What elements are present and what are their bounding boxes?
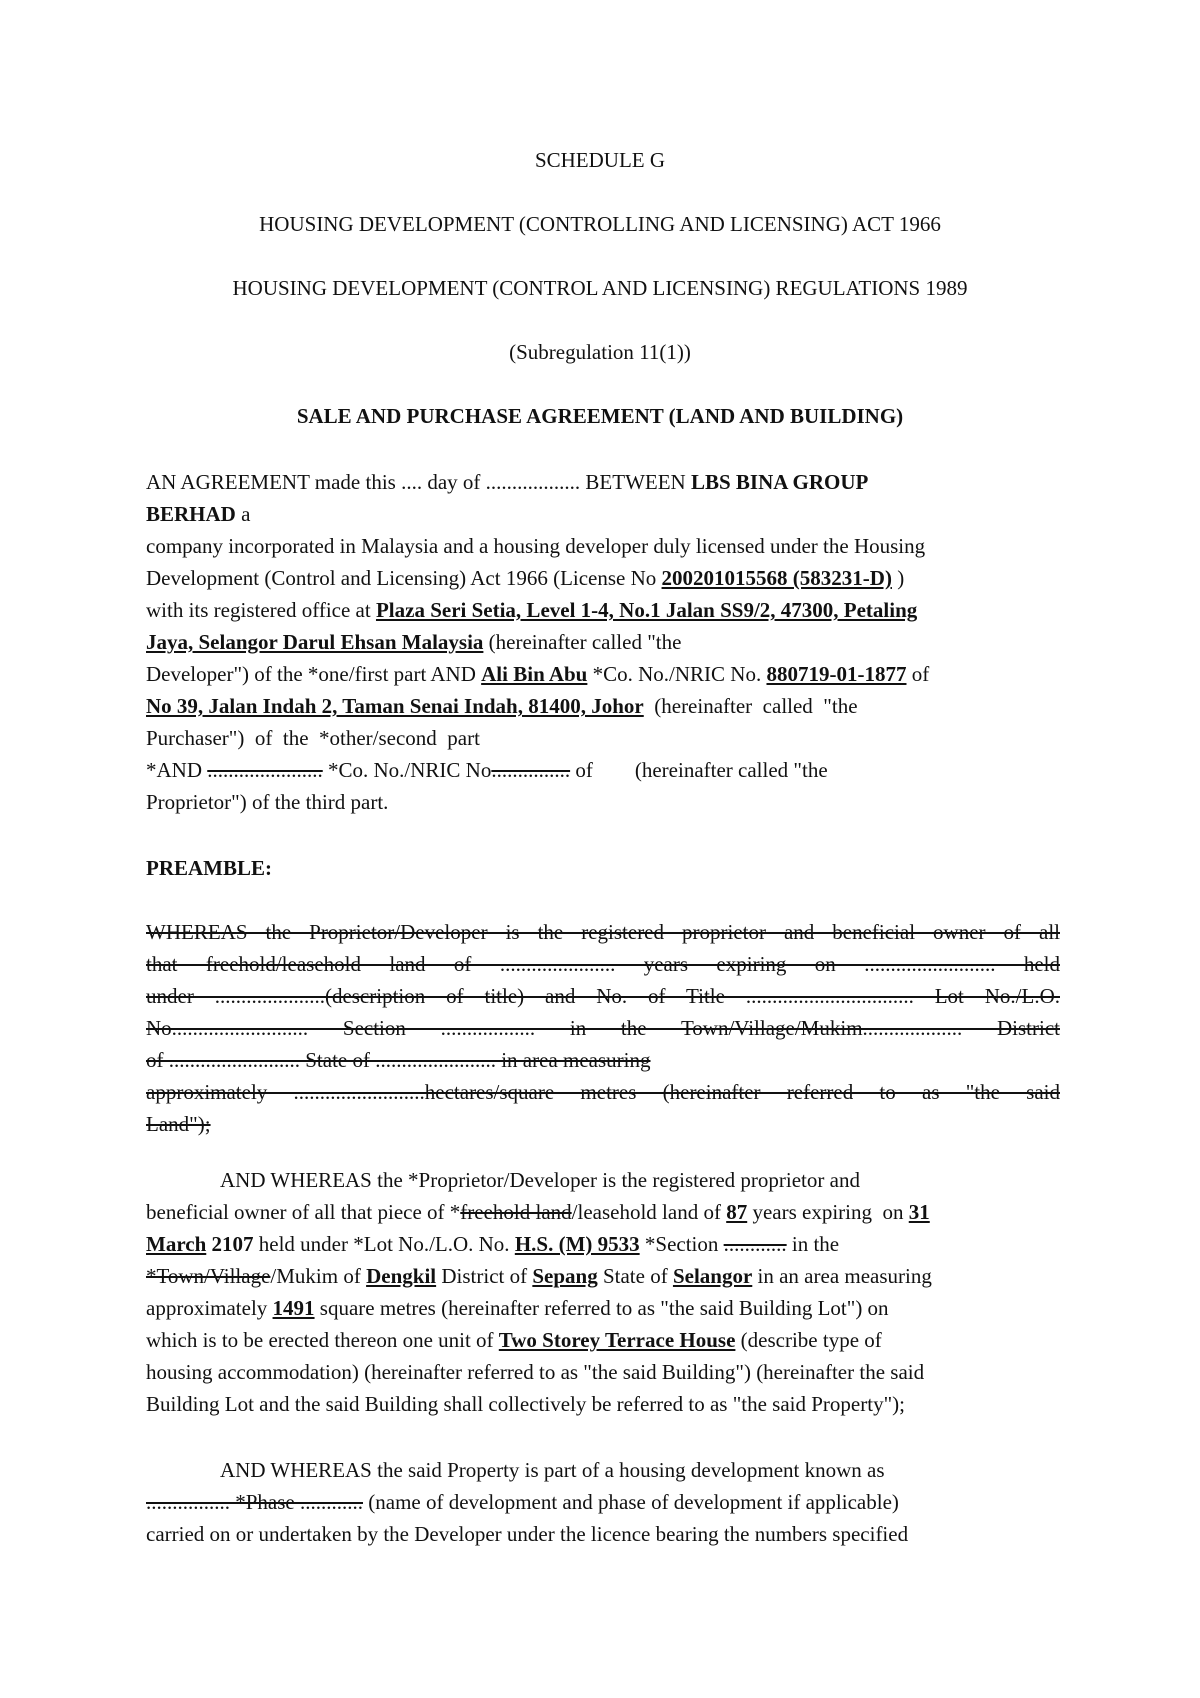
text: a (235, 502, 251, 526)
struck-line: Land"); (146, 1112, 211, 1136)
struck-text: freehold land (460, 1200, 572, 1224)
line (146, 626, 1060, 658)
mukim: Dengkil (366, 1264, 437, 1288)
expiry-day: 31 (908, 1200, 930, 1224)
struck-preamble-clause (146, 916, 1060, 1140)
text: company incorporated in Malaysia and a housing developer duly licensed under the Housing (146, 534, 926, 558)
line (146, 1228, 1060, 1260)
act-heading: HOUSING DEVELOPMENT (CONTROLLING AND LICENSING) ACT 1966 (259, 212, 941, 236)
expiry-year: 2107 (206, 1232, 254, 1256)
text: Developer") of the *one/first part AND (146, 662, 482, 686)
developer-name-cont: BERHAD (146, 502, 236, 526)
purchaser-name: Ali Bin Abu (481, 662, 588, 686)
struck-line: approximately .........................hectares/square metres (hereinafter referred to as "the said (146, 1080, 1060, 1104)
line (146, 1454, 1060, 1486)
text: (hereinafter called "the (483, 630, 682, 654)
land-area: 1491 (272, 1296, 315, 1320)
line (146, 1260, 1060, 1292)
registered-office: Plaza Seri Setia, Level 1-4, No.1 Jalan SS9/2, 47300, Petaling (375, 598, 918, 622)
text: housing accommodation) (hereinafter referred to as "the said Building") (hereinafter the said (146, 1360, 925, 1384)
line (146, 594, 1060, 626)
text: years expiring on (747, 1200, 909, 1224)
blank-field: ...................... (207, 758, 323, 782)
line (146, 562, 1060, 594)
parties-paragraph (146, 466, 1060, 818)
text: AND WHEREAS the said Property is part of a housing development known as (220, 1458, 885, 1482)
text: /leasehold land of (571, 1200, 727, 1224)
line (146, 1292, 1060, 1324)
text: square metres (hereinafter referred to as "the said Building Lot") on (314, 1296, 889, 1320)
line (146, 1486, 1060, 1518)
text: Purchaser") of the *other/second part (146, 726, 480, 750)
text: *Co. No./NRIC No. (587, 662, 767, 686)
text: *Co. No./NRIC No (322, 758, 492, 782)
line (146, 786, 1060, 818)
text: (describe type of (735, 1328, 882, 1352)
struck-line: that freehold/leasehold land of ...................... years expiring on ......................... held (146, 952, 1060, 976)
struck-line: under .....................(description of title) and No. of Title ................................ Lot No./L.O. (146, 984, 1060, 1008)
building-lot-clause (146, 1164, 1060, 1420)
text: approximately (146, 1296, 273, 1320)
text: in the (786, 1232, 840, 1256)
struck-line: WHEREAS the Proprietor/Developer is the registered proprietor and beneficial owner of all (146, 920, 1060, 944)
subregulation-heading: (Subregulation 11(1)) (509, 340, 691, 364)
struck-text: *Town/Village (146, 1264, 271, 1288)
registered-office-cont: Jaya, Selangor Darul Ehsan Malaysia (146, 630, 484, 654)
license-number: 200201015568 (583231-D) (661, 566, 892, 590)
text: (name of development and phase of development if applicable) (363, 1490, 899, 1514)
line (146, 1196, 1060, 1228)
line (146, 690, 1060, 722)
text: *AND (146, 758, 208, 782)
text: carried on or undertaken by the Developer under the licence bearing the numbers specified (146, 1522, 909, 1546)
text: which is to be erected thereon one unit of (146, 1328, 499, 1352)
line (146, 1388, 1060, 1420)
purchaser-address: No 39, Jalan Indah 2, Taman Senai Indah, 81400, Johor (146, 694, 644, 718)
struck-line: of ......................... State of ....................... in area measuring (146, 1048, 651, 1072)
text: AN AGREEMENT made this .... day of .................. BETWEEN (146, 470, 691, 494)
text: /Mukim of (270, 1264, 367, 1288)
line (146, 1164, 1060, 1196)
schedule-heading: SCHEDULE G (534, 148, 666, 172)
line (146, 658, 1060, 690)
title-number: H.S. (M) 9533 (514, 1232, 640, 1256)
state: Selangor (672, 1264, 753, 1288)
struck-text: ................ *Phase ............ (146, 1490, 363, 1514)
house-type: Two Storey Terrace House (498, 1328, 736, 1352)
line (146, 1518, 1060, 1550)
developer-name: LBS BINA GROUP (690, 470, 869, 494)
text: Building Lot and the said Building shall collectively be referred to as "the said Property"); (146, 1392, 905, 1416)
line (146, 1324, 1060, 1356)
text: of (hereinafter called "the (570, 758, 828, 782)
line (146, 530, 1060, 562)
line (146, 466, 1060, 498)
text: AND WHEREAS the *Proprietor/Developer is the registered proprietor and (220, 1168, 860, 1192)
blank-field: ............ (723, 1232, 787, 1256)
line (146, 498, 1060, 530)
housing-development-clause (146, 1454, 1060, 1550)
text: in an area measuring (752, 1264, 932, 1288)
preamble-heading (146, 852, 1060, 884)
agreement-title: SALE AND PURCHASE AGREEMENT (LAND AND BUILDING) (296, 404, 904, 428)
text: *Section (639, 1232, 724, 1256)
purchaser-nric: 880719-01-1877 (766, 662, 907, 686)
text: ) (891, 566, 905, 590)
heading-text: PREAMBLE: (146, 856, 272, 880)
district: Sepang (532, 1264, 598, 1288)
text: (hereinafter called "the (643, 694, 858, 718)
text: held under *Lot No./L.O. No. (253, 1232, 515, 1256)
line (146, 722, 1060, 754)
line (146, 1356, 1060, 1388)
lease-years: 87 (726, 1200, 748, 1224)
text: beneficial owner of all that piece of * (146, 1200, 461, 1224)
text: Development (Control and Licensing) Act 1966 (License No (146, 566, 662, 590)
struck-line: No.......................... Section .................. in the Town/Village/Mukim................... District (146, 1016, 1060, 1040)
line (146, 754, 1060, 786)
text: District of (436, 1264, 533, 1288)
text: State of (597, 1264, 673, 1288)
text: of (906, 662, 930, 686)
text: with its registered office at (146, 598, 376, 622)
regulations-heading: HOUSING DEVELOPMENT (CONTROL AND LICENSING) REGULATIONS 1989 (232, 276, 968, 300)
expiry-month: March (146, 1232, 207, 1256)
text: Proprietor") of the third part. (146, 790, 389, 814)
blank-field: ............... (491, 758, 571, 782)
